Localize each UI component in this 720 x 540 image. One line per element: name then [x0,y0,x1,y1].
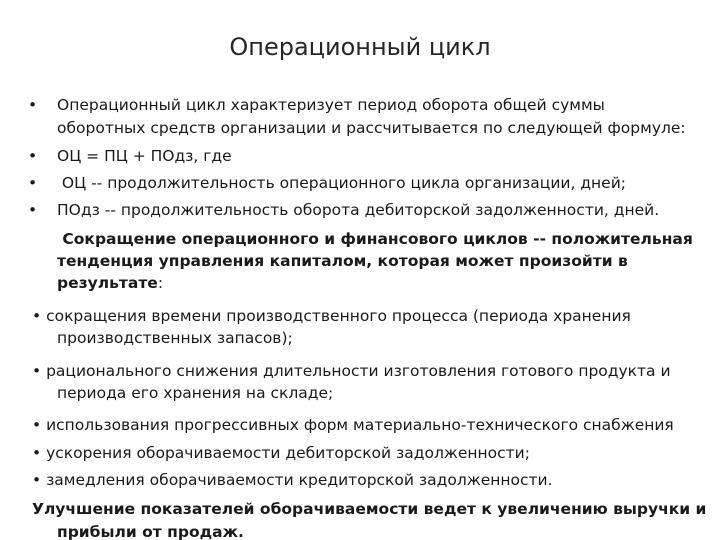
bullet-1-line-2: оборотных средств организации и рассчитывается по следующей формуле: [57,119,686,137]
bullet-2-formula: ОЦ = ПЦ + ПОдз, где [57,147,232,165]
bullet-marker: • [28,174,38,192]
bold-paragraph-colon: : [157,274,164,292]
bullet-marker: • [28,201,38,219]
reason-4: • ускорения оборачиваемости дебиторской задолженности; [32,444,530,462]
reason-1-line-2: производственных запасов); [57,329,293,347]
reason-5: • замедления оборачиваемости кредиторской задолженности. [32,471,553,489]
reason-2-line-1: • рационального снижения длительности изготовления готового продукта и [32,362,671,380]
bullet-3-oc-definition: ОЦ -- продолжительность операционного цикла организации, дней; [57,174,627,192]
bold-paragraph-result-word: результате [57,274,158,292]
slide-title: Операционный цикл [229,33,491,61]
bullet-4-podz-definition: ПОдз -- продолжительность оборота дебиторской задолженности, дней. [57,201,660,219]
reason-1-line-1: • сокращения времени производственного процесса (периода хранения [32,307,631,325]
conclusion-line-1: Улучшение показателей оборачиваемости ведет к увеличению выручки и [32,500,707,518]
bullet-marker: • [28,147,38,165]
conclusion-line-2: прибыли от продаж. [57,523,244,540]
bold-paragraph-line-1: Сокращение операционного и финансового циклов -- положительная [57,230,693,248]
bold-paragraph-line-3 [57,273,163,294]
bullet-marker: • [28,96,38,114]
bold-paragraph-line-2: тенденция управления капиталом, которая может произойти в [57,252,628,270]
reason-3: • использования прогрессивных форм материально-технического снабжения [32,416,674,434]
reason-2-line-2: периода его хранения на складе; [57,384,334,402]
bullet-1-line-1: Операционный цикл характеризует период оборота общей суммы [57,96,605,114]
